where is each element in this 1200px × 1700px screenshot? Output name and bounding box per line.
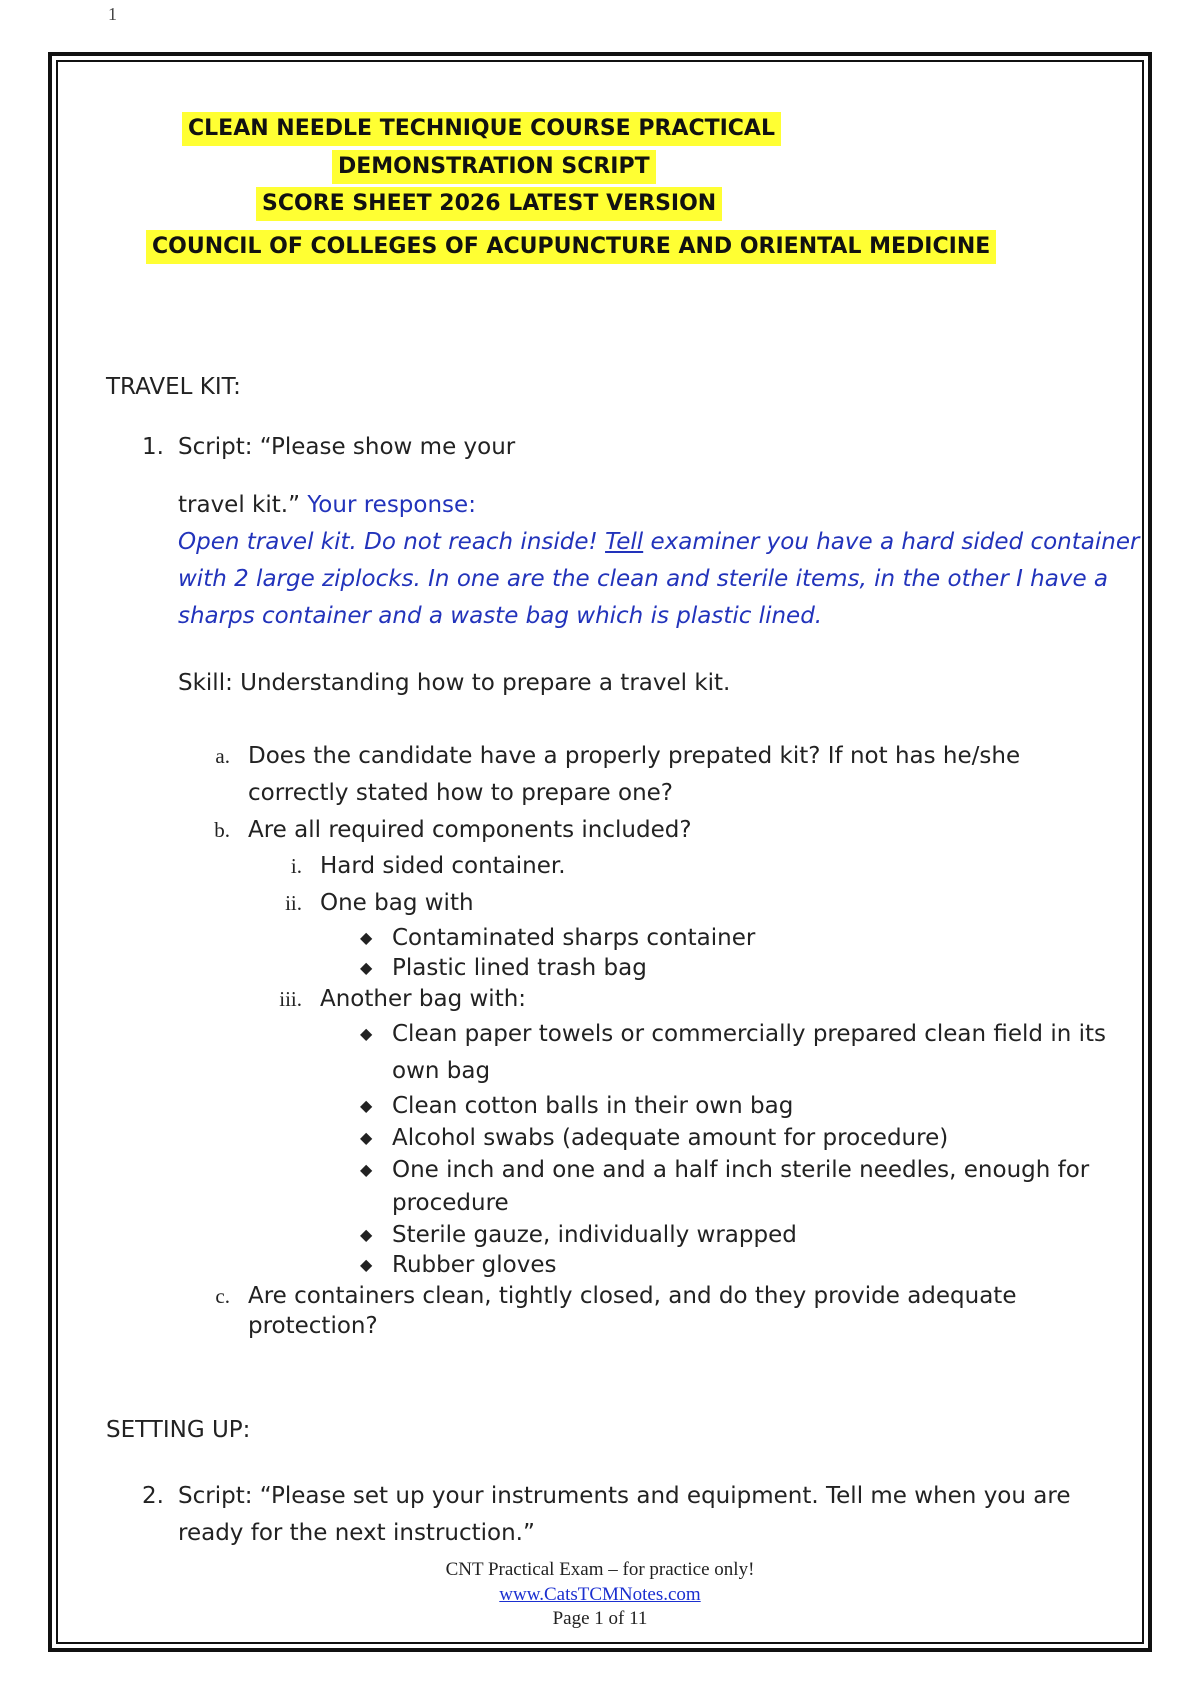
response-tell: Tell bbox=[605, 529, 644, 555]
script-2-line-1: Script: “Please set up your instruments and equipment. Tell me when you are bbox=[178, 1483, 1071, 1509]
response-line-3: sharps container and a waste bag which is plastic lined. bbox=[178, 603, 823, 629]
travel-kit-heading: TRAVEL KIT: bbox=[106, 374, 241, 400]
diamond-bullet-icon: ◆ bbox=[360, 1160, 373, 1179]
sub-iii-bullet-2: Clean cotton balls in their own bag bbox=[392, 1093, 794, 1119]
sub-i-label: i. bbox=[290, 854, 302, 878]
skill-text: Skill: Understanding how to prepare a travel kit. bbox=[178, 670, 731, 696]
diamond-bullet-icon: ◆ bbox=[360, 1225, 373, 1244]
item-number-2: 2. bbox=[142, 1483, 164, 1509]
sub-iii-bullet-4-line-1: One inch and one and a half inch sterile needles, enough for bbox=[392, 1157, 1090, 1183]
sub-ii-text: One bag with bbox=[320, 890, 474, 916]
title-line-2: DEMONSTRATION SCRIPT bbox=[332, 150, 656, 184]
diamond-bullet-icon: ◆ bbox=[360, 1255, 373, 1274]
response-line-2: with 2 large ziplocks. In one are the clean and sterile items, in the other I have a bbox=[178, 566, 1109, 592]
sub-i-text: Hard sided container. bbox=[320, 853, 566, 879]
question-a-label: a. bbox=[215, 744, 230, 768]
title-line-3: SCORE SHEET 2026 LATEST VERSION bbox=[256, 187, 722, 221]
title-line-1: CLEAN NEEDLE TECHNIQUE COURSE PRACTICAL bbox=[182, 112, 781, 146]
sub-iii-bullet-6: Rubber gloves bbox=[392, 1252, 557, 1278]
question-a-line-1: Does the candidate have a properly prepated kit? If not has he/she bbox=[248, 743, 1021, 769]
script-2-line-2: ready for the next instruction.” bbox=[178, 1520, 535, 1546]
footer-note: CNT Practical Exam – for practice only! bbox=[445, 1559, 755, 1580]
response-line-1-a: Open travel kit. Do not reach inside! bbox=[178, 529, 606, 555]
item-number-1: 1. bbox=[142, 434, 164, 460]
question-b-text: Are all required components included? bbox=[248, 817, 692, 843]
question-a-line-2: correctly stated how to prepare one? bbox=[248, 780, 674, 806]
response-line-1 bbox=[178, 527, 1139, 557]
footer-page: Page 1 of 11 bbox=[552, 1608, 648, 1629]
setting-up-heading: SETTING UP: bbox=[106, 1417, 251, 1443]
sub-ii-bullet-1: Contaminated sharps container bbox=[392, 925, 756, 951]
sub-ii-label: ii. bbox=[285, 891, 302, 915]
sub-ii-bullet-2: Plastic lined trash bag bbox=[392, 955, 647, 981]
script-1-line-1: Script: “Please show me your bbox=[178, 434, 516, 460]
response-label: Your response: bbox=[307, 492, 476, 518]
diamond-bullet-icon: ◆ bbox=[360, 1128, 373, 1147]
sub-iii-bullet-1-line-1: Clean paper towels or commercially prepared clean field in its bbox=[392, 1021, 1107, 1047]
sub-iii-bullet-1-line-2: own bag bbox=[392, 1058, 491, 1084]
diamond-bullet-icon: ◆ bbox=[360, 1024, 373, 1043]
sub-iii-bullet-5: Sterile gauze, individually wrapped bbox=[392, 1222, 797, 1248]
script-1-line-2-text: travel kit.” bbox=[178, 492, 300, 518]
diamond-bullet-icon: ◆ bbox=[360, 958, 373, 977]
diamond-bullet-icon: ◆ bbox=[360, 928, 373, 947]
footer-link[interactable]: www.CatsTCMNotes.com bbox=[499, 1584, 701, 1605]
sub-iii-bullet-4-line-2: procedure bbox=[392, 1190, 509, 1216]
footer-link-row bbox=[0, 1583, 1200, 1607]
sub-iii-label: iii. bbox=[279, 987, 302, 1011]
question-b-label: b. bbox=[214, 818, 230, 842]
question-c-line-2: protection? bbox=[248, 1313, 378, 1339]
question-c-line-1: Are containers clean, tightly closed, and do they provide adequate bbox=[248, 1283, 1017, 1309]
response-line-1-b: examiner you have a hard sided container bbox=[643, 529, 1140, 555]
page-number-top: 1 bbox=[108, 4, 117, 24]
diamond-bullet-icon: ◆ bbox=[360, 1096, 373, 1115]
page-border-inner bbox=[56, 60, 1144, 1644]
title-line-4: COUNCIL OF COLLEGES OF ACUPUNCTURE AND ORIENTAL MEDICINE bbox=[146, 230, 996, 264]
question-c-label: c. bbox=[215, 1284, 230, 1308]
sub-iii-bullet-3: Alcohol swabs (adequate amount for procedure) bbox=[392, 1125, 949, 1151]
sub-iii-text: Another bag with: bbox=[320, 986, 527, 1012]
script-1-line-2 bbox=[178, 490, 476, 520]
